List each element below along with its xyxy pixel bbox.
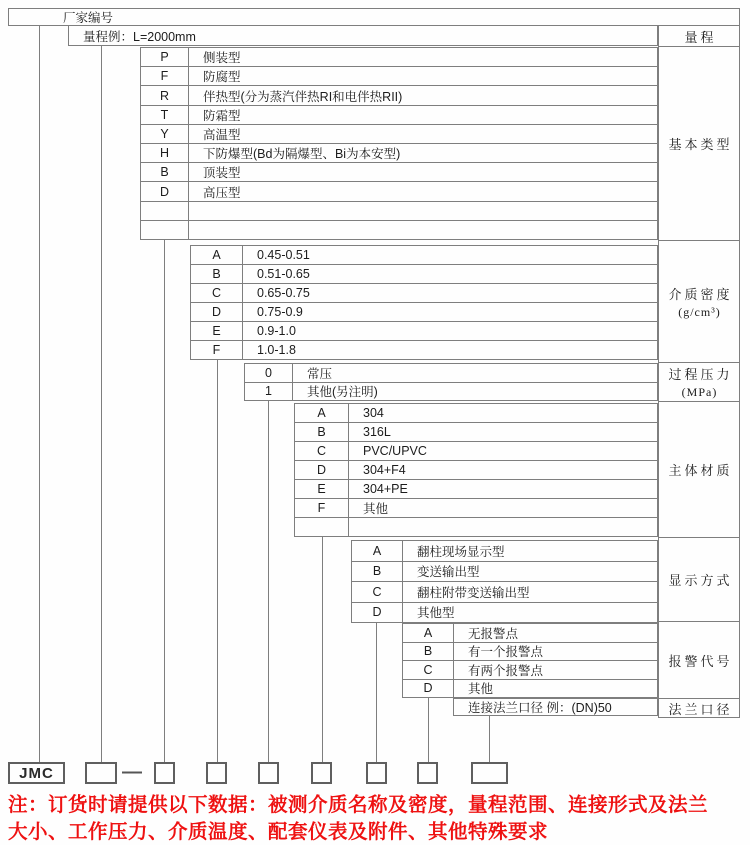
- connector-line: [217, 360, 218, 762]
- code-cell: R: [141, 86, 189, 104]
- desc-cell: 0.9-1.0: [257, 324, 296, 338]
- connector-line: [376, 623, 377, 762]
- desc-cell: 高温型: [203, 127, 241, 142]
- code-box: [471, 762, 508, 784]
- category-label-text: 报警代号: [668, 653, 733, 669]
- code-cell: E: [295, 480, 349, 498]
- model-prefix-label: JMC: [19, 764, 54, 782]
- code-cell: B: [295, 423, 349, 441]
- desc-cell: 0.65-0.75: [257, 286, 310, 300]
- manufacturer-label: 厂家编号: [63, 11, 114, 25]
- desc-cell: 其他: [468, 682, 494, 697]
- category-label: [659, 622, 739, 699]
- desc-cell: 常压: [307, 366, 333, 381]
- code-cell: B: [141, 163, 189, 181]
- table-row: [403, 624, 657, 643]
- desc-cell: 其他: [363, 502, 389, 516]
- code-cell: 1: [245, 383, 293, 401]
- desc-cell: 其他(另注明): [307, 385, 378, 400]
- category-label-text: 量程: [684, 29, 717, 45]
- desc-cell: 304+F4: [363, 463, 406, 477]
- separator-dash: [118, 761, 146, 783]
- table-row: [141, 67, 657, 86]
- code-cell: T: [141, 106, 189, 124]
- code-cell: A: [191, 246, 243, 264]
- model-prefix-box: [8, 762, 65, 784]
- desc-cell: 翻柱现场显示型: [417, 544, 505, 559]
- code-cell: E: [191, 322, 243, 340]
- connector-line: [428, 698, 429, 762]
- table-row: [141, 48, 657, 67]
- code-cell: [295, 518, 349, 536]
- code-cell: D: [191, 303, 243, 321]
- table-row: [191, 246, 657, 265]
- connector-line: [268, 401, 269, 762]
- selection-table: [140, 47, 658, 240]
- code-box: [258, 762, 279, 784]
- table-row: [191, 265, 657, 284]
- desc-cell: 316L: [363, 425, 391, 439]
- desc-cell: 伴热型(分为蒸汽伴热RI和电伴热RII): [203, 89, 403, 104]
- code-cell: C: [352, 582, 403, 602]
- category-label-text: 法兰口径: [668, 701, 733, 717]
- code-cell: [141, 202, 189, 220]
- category-label: [659, 538, 739, 622]
- table-row: [454, 699, 657, 715]
- table-row: [191, 284, 657, 303]
- category-label-text: 介质密度: [668, 286, 733, 302]
- category-label-unit: (g/cm³): [678, 304, 721, 319]
- table-row: [141, 182, 657, 201]
- connector-line: [322, 537, 323, 762]
- category-label-text: 过程压力: [668, 367, 733, 382]
- table-row: [245, 383, 657, 401]
- code-box: [311, 762, 332, 784]
- table-row: [295, 518, 657, 536]
- manufacturer-row: [8, 8, 740, 26]
- desc-cell: 0.45-0.51: [257, 248, 310, 262]
- category-label: [659, 241, 739, 363]
- category-label-text: 显示方式: [668, 573, 733, 588]
- category-label: [659, 26, 739, 47]
- desc-cell: 防腐型: [203, 70, 241, 85]
- code-cell: B: [403, 643, 454, 661]
- separator-glyph: —: [122, 760, 142, 783]
- category-label-text: 主体材质: [668, 463, 733, 478]
- code-cell: D: [352, 603, 403, 623]
- code-cell: A: [352, 541, 403, 561]
- code-cell: 0: [245, 364, 293, 382]
- code-box: [366, 762, 387, 784]
- code-cell: C: [403, 661, 454, 679]
- category-label: [659, 402, 739, 538]
- desc-cell: 304: [363, 406, 384, 420]
- table-row: [191, 303, 657, 322]
- table-row: [295, 461, 657, 480]
- category-label-column: [658, 25, 740, 718]
- table-row: [245, 364, 657, 383]
- code-cell: D: [141, 182, 189, 200]
- code-cell: F: [191, 341, 243, 359]
- connector-line: [164, 240, 165, 762]
- table-row: [352, 603, 657, 623]
- code-cell: B: [191, 265, 243, 283]
- code-box: [417, 762, 438, 784]
- table-row: [141, 144, 657, 163]
- category-label: [659, 47, 739, 241]
- desc-cell: 无报警点: [468, 626, 519, 641]
- code-cell: P: [141, 48, 189, 66]
- selection-table: [351, 540, 658, 623]
- table-row: [141, 125, 657, 144]
- selection-table: [453, 698, 658, 716]
- table-row: [295, 499, 657, 518]
- desc-cell: 有一个报警点: [468, 645, 544, 660]
- table-row: [295, 480, 657, 499]
- selection-table: [402, 623, 658, 698]
- code-cell: D: [295, 461, 349, 479]
- table-row: [141, 221, 657, 239]
- code-box: [85, 762, 117, 784]
- code-box: [206, 762, 227, 784]
- table-row: [141, 163, 657, 182]
- code-box: [154, 762, 175, 784]
- table-row: [403, 661, 657, 680]
- table-row: [352, 541, 657, 562]
- desc-cell: 顶装型: [203, 166, 241, 181]
- table-row: [295, 423, 657, 442]
- code-cell: [141, 221, 189, 239]
- code-cell: A: [295, 404, 349, 422]
- desc-cell: [189, 221, 657, 239]
- desc-cell: 翻柱附带变送输出型: [417, 585, 530, 600]
- table-row: [141, 202, 657, 221]
- order-note: [8, 792, 748, 845]
- desc-cell: 1.0-1.8: [257, 343, 296, 357]
- table-row: [295, 442, 657, 461]
- code-cell: C: [191, 284, 243, 302]
- table-row: [141, 86, 657, 105]
- code-cell: C: [295, 442, 349, 460]
- code-cell: Y: [141, 125, 189, 143]
- code-cell: H: [141, 144, 189, 162]
- connector-line: [39, 26, 40, 762]
- range-example-label: 量程例：L=2000mm: [83, 29, 196, 44]
- selection-table: [190, 245, 658, 360]
- desc-cell: 防霜型: [203, 108, 241, 123]
- category-label: [659, 363, 739, 402]
- desc-cell: 有两个报警点: [468, 663, 544, 678]
- desc-cell: 304+PE: [363, 482, 408, 496]
- code-cell: F: [141, 67, 189, 85]
- selection-table: [294, 403, 658, 537]
- table-row: [191, 341, 657, 359]
- selection-table: [244, 363, 658, 401]
- code-cell: F: [295, 499, 349, 517]
- note-line-1: 注：订货时请提供以下数据：被测介质名称及密度，量程范围、连接形式及法兰: [8, 794, 709, 816]
- desc-cell: [189, 202, 657, 220]
- table-row: [352, 582, 657, 603]
- desc-cell: 下防爆型(Bd为隔爆型、Bi为本安型): [203, 147, 401, 162]
- table-row: [295, 404, 657, 423]
- table-row: [403, 680, 657, 698]
- desc-cell: [349, 518, 657, 536]
- desc-cell: 连接法兰口径 例：(DN)50: [468, 701, 612, 715]
- connector-line: [101, 46, 102, 762]
- desc-cell: 侧装型: [203, 51, 241, 66]
- desc-cell: 其他型: [417, 606, 455, 621]
- table-row: [141, 106, 657, 125]
- desc-cell: PVC/UPVC: [363, 444, 427, 458]
- code-cell: D: [403, 680, 454, 698]
- table-row: [191, 322, 657, 341]
- desc-cell: 高压型: [203, 185, 241, 200]
- desc-cell: 0.75-0.9: [257, 305, 303, 319]
- note-line-2: 大小、工作压力、介质温度、配套仪表及附件、其他特殊要求: [8, 820, 549, 843]
- connector-line: [489, 716, 490, 762]
- table-row: [403, 643, 657, 662]
- desc-cell: 0.51-0.65: [257, 267, 310, 281]
- range-row: [68, 25, 658, 46]
- desc-cell: 变送输出型: [417, 565, 480, 580]
- table-row: [352, 562, 657, 583]
- category-label-text: 基本类型: [668, 137, 733, 152]
- category-label: [659, 699, 739, 717]
- code-cell: A: [403, 624, 454, 642]
- code-cell: B: [352, 562, 403, 582]
- category-label-unit: (MPa): [681, 385, 718, 399]
